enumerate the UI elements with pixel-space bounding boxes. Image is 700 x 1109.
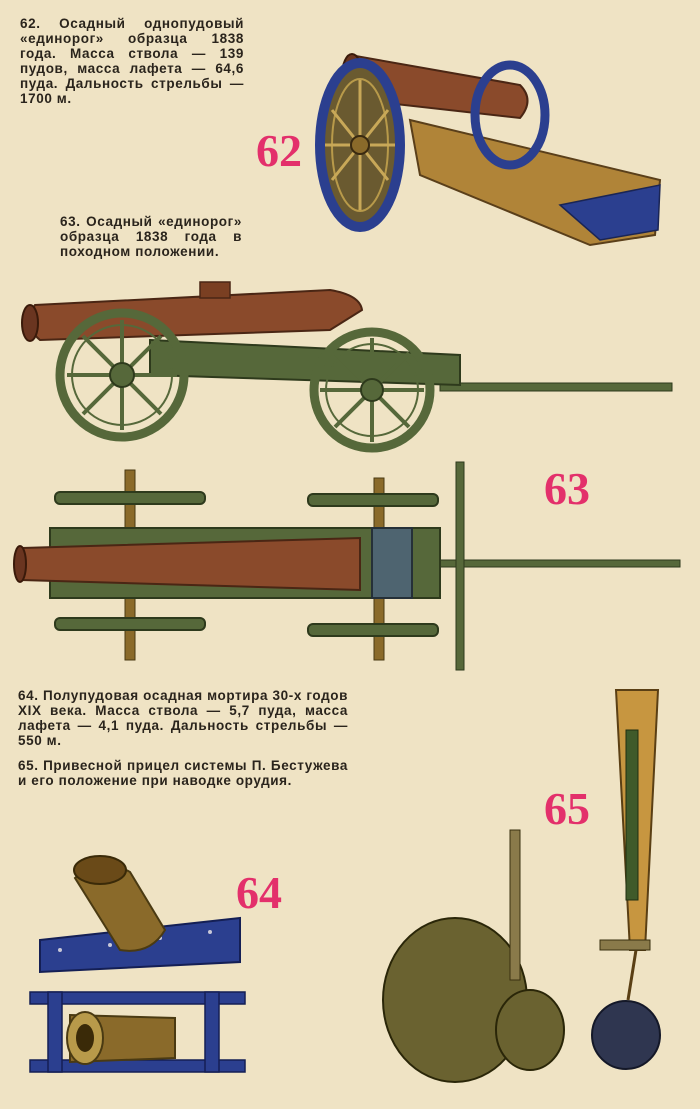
figure-number-64: 64: [236, 867, 282, 918]
figure-number-62: 62: [256, 125, 302, 176]
caption-62: 62. Осадный однопудовый «единорог» образца 1838 года. Масса ствола — 139 пудов, масса лафета — 64,6 пуда. Дальность стрельбы — 1700 м.: [20, 16, 244, 106]
figure-number-65: 65: [544, 783, 590, 834]
caption-63: 63. Осадный «единорог» образца 1838 года в походном положении.: [60, 214, 242, 259]
caption-65: 65. Привесной прицел системы П. Бестужева и его положение при наводке орудия.: [18, 758, 348, 788]
figure-number-63: 63: [544, 463, 590, 514]
caption-64: 64. Полупудовая осадная мортира 30-х годов XIX века. Масса ствола — 5,7 пуда, масса лафета — 4,1 пуда. Дальность стрельбы — 550 м.: [18, 688, 348, 748]
